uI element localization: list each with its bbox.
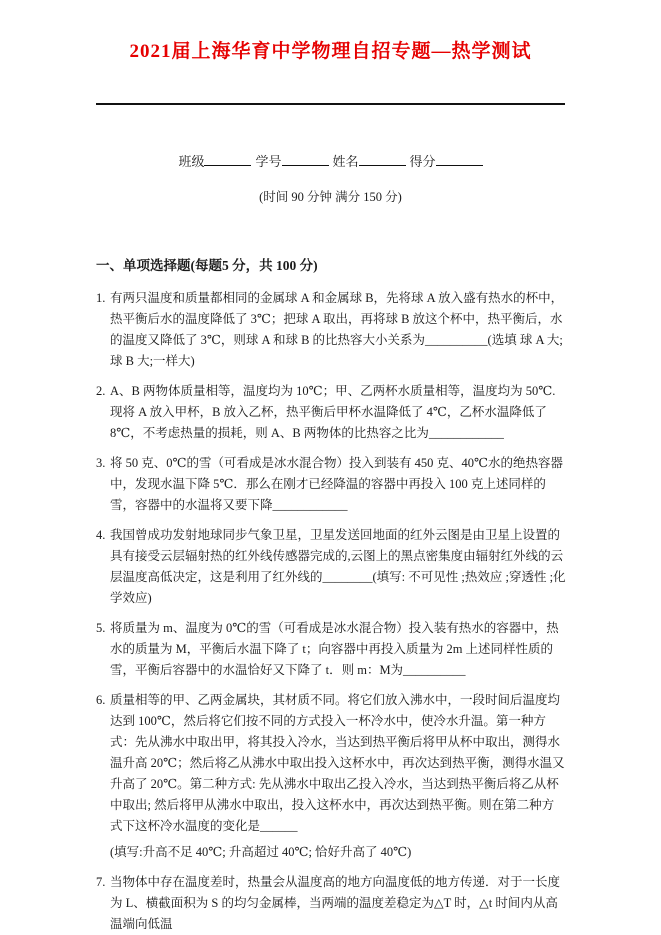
question-number: 3. — [96, 456, 106, 470]
section-heading: 一、单项选择题(每题5 分，共 100 分) — [96, 258, 318, 273]
score-label: 得分 — [409, 154, 436, 169]
question-text: 将 50 克、0℃的雪（可看成是冰水混合物）投入到装有 450 克、40℃水的绝热容器中，发现水温下降 5℃．那么在刚才已经降温的容器中再投入 100 克上述同样的雪，容器中的水温将又要下降____________ — [110, 456, 563, 512]
student-info-row — [0, 151, 661, 170]
student-id-label: 学号 — [255, 154, 282, 169]
question-item-2 — [96, 381, 566, 444]
exam-duration-info: (时间 90 分钟 满分 150 分) — [259, 190, 402, 204]
student-id-field — [255, 151, 328, 170]
question-item-4 — [96, 525, 566, 609]
question-item-3 — [96, 453, 566, 516]
score-blank-line — [436, 153, 483, 166]
class-label: 班级 — [178, 154, 205, 169]
question-number: 6. — [96, 693, 106, 707]
question-number: 2. — [96, 384, 106, 398]
class-blank-line — [204, 153, 251, 166]
question-text: 我国曾成功发射地球同步气象卫星，卫星发送回地面的红外云图是由卫星上设置的具有接受云层辐射热的红外线传感器完成的,云图上的黑点密集度由辐射红外线的云层温度高低决定，这是利用了红外线的________(填写: 不可见性 ;热效应 ;穿透性 ;化学效应) — [110, 528, 566, 605]
question-body — [110, 690, 566, 863]
question-number: 5. — [96, 621, 106, 635]
question-text: 质量相等的甲、乙两金属块，其材质不同。将它们放入沸水中，一段时间后温度均达到 100℃，然后将它们按不同的方式投入一杯冷水中，使冷水升温。第一种方式：先从沸水中取出甲，将其投入冷水，当达到热平衡后将甲从杯中取出，测得水温升高 20℃；然后将乙从沸水中取出投入这杯水中，再次达到热平衡，测得水温又升高了 20℃。第二种方式: 先从沸水中取出乙投入冷水，当达到热平衡后将乙从杯中取出; 然后将甲从沸水中取出，投入这杯水中，再次达到热平衡。则在第二种方式下这杯冷水温度的变化是______ — [110, 693, 565, 833]
question-item-6 — [96, 690, 566, 863]
question-number: 7. — [96, 875, 106, 889]
name-blank-line — [359, 153, 406, 166]
class-field — [178, 151, 251, 170]
question-text: A、B 两物体质量相等，温度均为 10℃；甲、乙两杯水质量相等，温度均为 50℃.现将 A 放入甲杯，B 放入乙杯，热平衡后甲杯水温降低了 4℃，乙杯水温降低了 8℃，不考虑热量的损耗，则 A、B 两物体的比热容之比为____________ — [110, 384, 556, 440]
student-id-blank-line — [282, 153, 329, 166]
question-text: 将质量为 m、温度为 0℃的雪（可看成是冰水混合物）投入装有热水的容器中，热水的质量为 M，平衡后水温下降了 t；向容器中再投入质量为 2m 上述同样性质的雪，平衡后容器中的水温恰好又下降了 t．则 m：M为__________ — [110, 621, 559, 677]
title-divider — [96, 103, 565, 105]
question-text: 有两只温度和质量都相同的金属球 A 和金属球 B，先将球 A 放入盛有热水的杯中，热平衡后水的温度降低了 3℃；把球 A 取出，再将球 B 放这个杯中，热平衡后，水的温度又降低了 3℃，则球 A 和球 B 的比热容大小关系为__________(选填 球 A 大;球 B 大;一样大) — [110, 291, 564, 368]
name-label: 姓名 — [332, 154, 359, 169]
question-list — [96, 288, 566, 935]
question-item-7 — [96, 872, 566, 935]
question-note: (填写:升高不足 40℃; 升高超过 40℃; 恰好升高了 40℃) — [110, 845, 412, 859]
question-text: 当物体中存在温度差时，热量会从温度高的地方向温度低的地方传递．对于一长度为 L、横截面积为 S 的均匀金属棒，当两端的温度差稳定为△T 时，△t 时间内从高温端向低温 — [110, 875, 561, 931]
question-item-1 — [96, 288, 566, 372]
question-item-5 — [96, 618, 566, 681]
question-number: 1. — [96, 291, 106, 305]
question-number: 4. — [96, 528, 106, 542]
score-field — [410, 151, 483, 170]
document-title: 2021届上海华育中学物理自招专题—热学测试 — [129, 41, 532, 62]
name-field — [333, 151, 406, 170]
